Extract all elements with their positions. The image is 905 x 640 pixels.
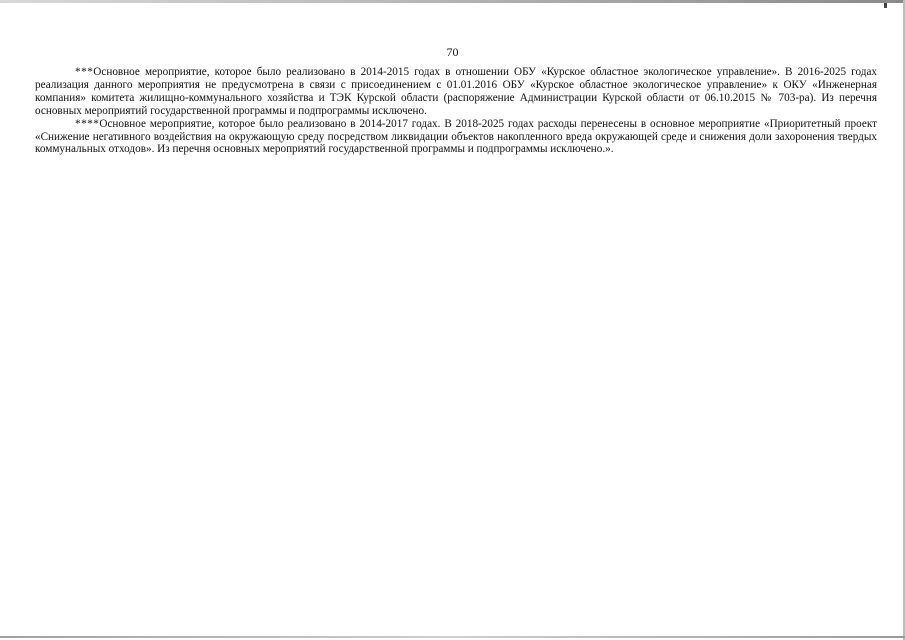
footnote-marker-1: ***	[75, 66, 94, 78]
footnote-text-2: Основное мероприятие, которое было реализовано в 2014-2017 годах. В 2018-2025 годах расходы перенесены в основное мероприятие «Приоритетный проект «Снижение негативного воздействия на окружающую среду посредством ликвидации объектов накопленного вреда окружающей среде и снижения доли захоронения твердых коммунальных отходов». Из перечня основных мероприятий государственной программы и подпрограммы исключено.».	[35, 117, 877, 156]
scan-mark	[884, 3, 887, 8]
footnotes-block	[35, 66, 877, 156]
footnote-text-1: Основное мероприятие, которое было реализовано в 2014-2015 годах в отношении ОБУ «Курское областное экологическое управление». В 2016-2025 годах реализация данного мероприятия не предусмотрена в связи с присоединением с 01.01.2016 ОБУ «Курское областное экологическое управление» к ОКУ «Инженерная компания» комитета жилищно-коммунального хозяйства и ТЭК Курской области (распоряжение Администрации Курской области от 06.10.2015 № 703-ра). Из перечня основных мероприятий государственной программы и подпрограммы исключено.	[35, 66, 877, 117]
page-number: 70	[446, 45, 459, 59]
footnote-marker-2: ****	[75, 117, 100, 130]
footnote-paragraph-1	[35, 66, 877, 118]
scan-edge-top	[0, 0, 905, 3]
footnote-paragraph-2	[35, 118, 877, 157]
scan-edge-bottom	[0, 636, 905, 638]
